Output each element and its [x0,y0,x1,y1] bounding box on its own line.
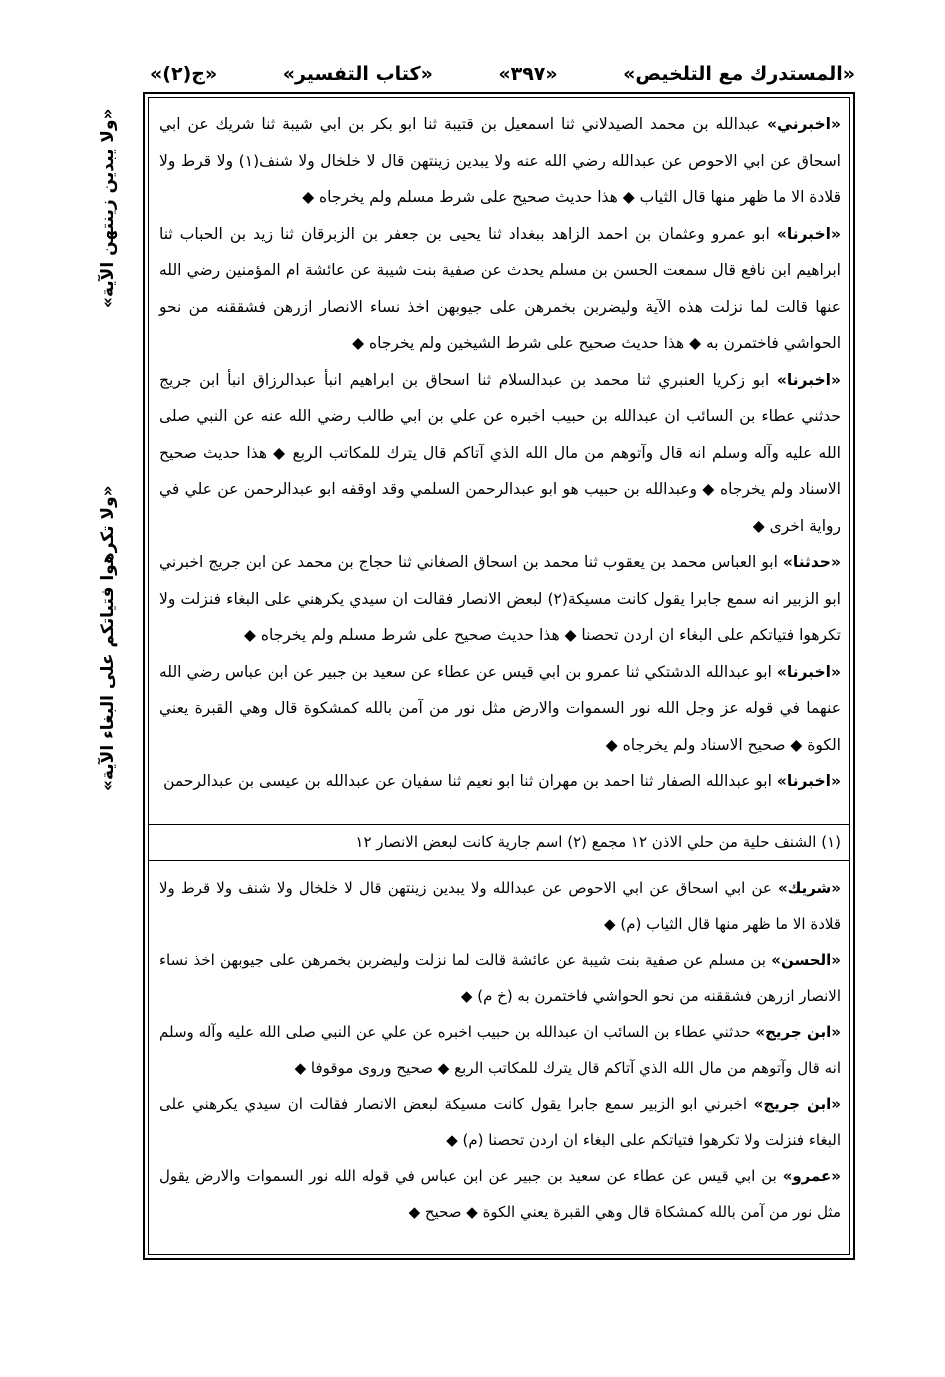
talkhis-paragraph [159,1086,841,1158]
hadith-lead: «اخبرنا» [776,772,841,790]
hadith-paragraph [159,362,841,545]
main-text [159,106,841,800]
hadith-text: ابو عبدالله الصفار ثنا احمد بن مهران ثنا ابو نعيم ثنا سفيان عن عبدالله بن عيسى بن عبدالرحمن [163,772,772,790]
hadith-paragraph [159,106,841,216]
talkhis-text: بن ابي قيس عن عطاء عن سعيد بن جبير عن ابن عباس في قوله الله نور السموات والارض يقول مثل نور من آمن بالله كمشكاة قال وهي القبرة يعني الكوة ◆ صحيح ◆ [159,1167,841,1221]
header-page-number: «۳۹۷» [498,63,558,85]
running-header [150,56,855,92]
footnote: (۱) الشنف حلية من حلي الاذن ۱۲ مجمع (۲) اسم جارية كانت لبعض الانصار ۱۲ [355,833,841,851]
talkhis-text: اخبرني ابو الزبير سمع جابرا يقول كانت مسيكة لبعض الانصار فقالت ان سيدي يكرهني على البغاء فنزلت ولا تكرهوا فتياتكم على البغاء ان اردن تحصنا (م) ◆ [159,1095,841,1149]
talkhis-text: حدثني عطاء بن السائب ان عبدالله بن حبيب اخبره عن علي عن النبي صلى الله عليه وآله وسلم انه قال وآتوهم من مال الله الذي آتاكم قال يترك للمكاتب الربع ◆ صحيح وروى موقوفا ◆ [159,1023,841,1077]
hadith-lead: «اخبرنا» [776,662,841,681]
margin-note-top: «ولا يبدين زينتهن الآية» [98,108,118,308]
hadith-paragraph [159,763,841,800]
talkhis-text: عن ابي اسحاق عن ابي الاحوص عن عبدالله ولا يبدين زينتهن قال لا خلخال ولا شنف ولا قرط ولا قلادة الا ما ظهر منها قال الثياب (م) ◆ [159,879,841,933]
footnote-divider [149,824,849,825]
text-frame [143,92,855,1260]
summary-divider [149,860,849,861]
hadith-paragraph [159,216,841,362]
talkhis-lead: «شريك» [777,879,841,897]
hadith-text: ابو عبدالله الدشتكي ثنا عمرو بن ابي قيس عن عطاء عن سعيد بن جبير عن ابن عباس رضي الله عنهما في قوله عز وجل الله نور السموات والارض مثل نور من آمن بالله كمشكوة قال وهي القبرة يعني الكوة ◆ صحيح الاسناد ولم يخرجاه ◆ [159,662,841,754]
hadith-lead: «اخبرني» [767,115,841,133]
talkhis-lead: «عمرو» [782,1167,841,1185]
talkhis-paragraph [159,1158,841,1230]
talkhis-lead: «الحسن» [771,951,841,969]
header-chapter-title: «كتاب التفسير» [282,63,433,85]
talkhis-paragraph [159,870,841,942]
talkhis-paragraph [159,942,841,1014]
hadith-lead: «حدثنا» [782,553,841,571]
hadith-text: ابو عمرو وعثمان بن احمد الزاهد ببغداد ثنا يحيى بن جعفر بن الزبرقان ثنا زيد بن الحباب ثنا ابراهيم ابن نافع قال سمعت الحسن بن مسلم يحدث عن صفية بنت شيبة عن عائشة ام المؤمنين رضي الله عنها قالت لما نزلت هذه الآية وليضربن بخمرهن على جيوبهن اخذ نساء الانصار ازرهن فشققنه من نحو الحواشي فاختمرن به ◆ هذا حديث صحيح على شرط الشيخين ولم يخرجاه ◆ [159,224,841,352]
hadith-text: ابو العباس محمد بن يعقوب ثنا محمد بن اسحاق الصغاني ثنا حجاج بن محمد عن ابن جريج اخبرني ابو الزبير انه سمع جابرا يقول كانت مسيكة(۲) لبعض الانصار فقالت ان سيدي يكرهني على البغاء فنزلت ولا تكرهوا فتياتكم على البغاء ان اردن تحصنا ◆ هذا حديث صحيح على شرط مسلم ولم يخرجاه ◆ [159,553,841,644]
text-frame-inner [148,97,850,1255]
hadith-text: ابو زكريا العنبري ثنا محمد بن عبدالسلام ثنا اسحاق بن ابراهيم انبأ عبدالرزاق انبأ ابن جريج حدثني عطاء بن السائب ان عبدالله بن حبيب اخبره عن علي بن ابي طالب رضي الله عنه عن النبي صلى الله عليه وآله وسلم انه قال وآتوهم من مال الله الذي آتاكم قال يترك للمكاتب الربع ◆ هذا حديث صحيح الاسناد ولم يخرجاه ◆ وعبدالله بن حبيب هو ابو عبدالرحمن السلمي وقد اوقفه ابو عبدالرحمن عن علي في رواية اخرى ◆ [159,370,841,535]
talkhis-text: بن مسلم عن صفية بنت شيبة عن عائشة قالت لما نزلت وليضربن بخمرهن على جيوبهن اخذ نساء الانصار ازرهن فشققنه من نحو الحواشي فاختمرن به (خ م) ◆ [159,951,841,1005]
talkhis-paragraph [159,1014,841,1086]
hadith-lead: «اخبرنا» [776,224,841,243]
hadith-text: عبدالله بن محمد الصيدلاني ثنا اسمعيل بن قتيبة ثنا ابو بكر بن ابي شيبة ثنا شريك عن ابي اسحاق عن ابي الاحوص عن عبدالله رضي الله عنه ولا يبدين زينتهن قال لا خلخال ولا شنف(۱) ولا قرط ولا قلادة الا ما ظهر منها قال الثياب ◆ هذا حديث صحيح على شرط مسلم ولم يخرجاه ◆ [159,115,841,206]
hadith-paragraph [159,654,841,764]
talkhis-lead: «ابن جريج» [753,1095,841,1113]
talkhis-text [159,870,841,1230]
header-volume: «ج(۲)» [150,63,218,85]
margin-note-bottom: «ولا تكرهوا فتياتكم على البغاء الآية» [98,485,118,791]
hadith-lead: «اخبرنا» [776,370,841,389]
talkhis-lead: «ابن جريج» [755,1023,841,1041]
hadith-paragraph [159,544,841,654]
header-book-title: «المستدرك مع التلخيص» [623,63,855,85]
